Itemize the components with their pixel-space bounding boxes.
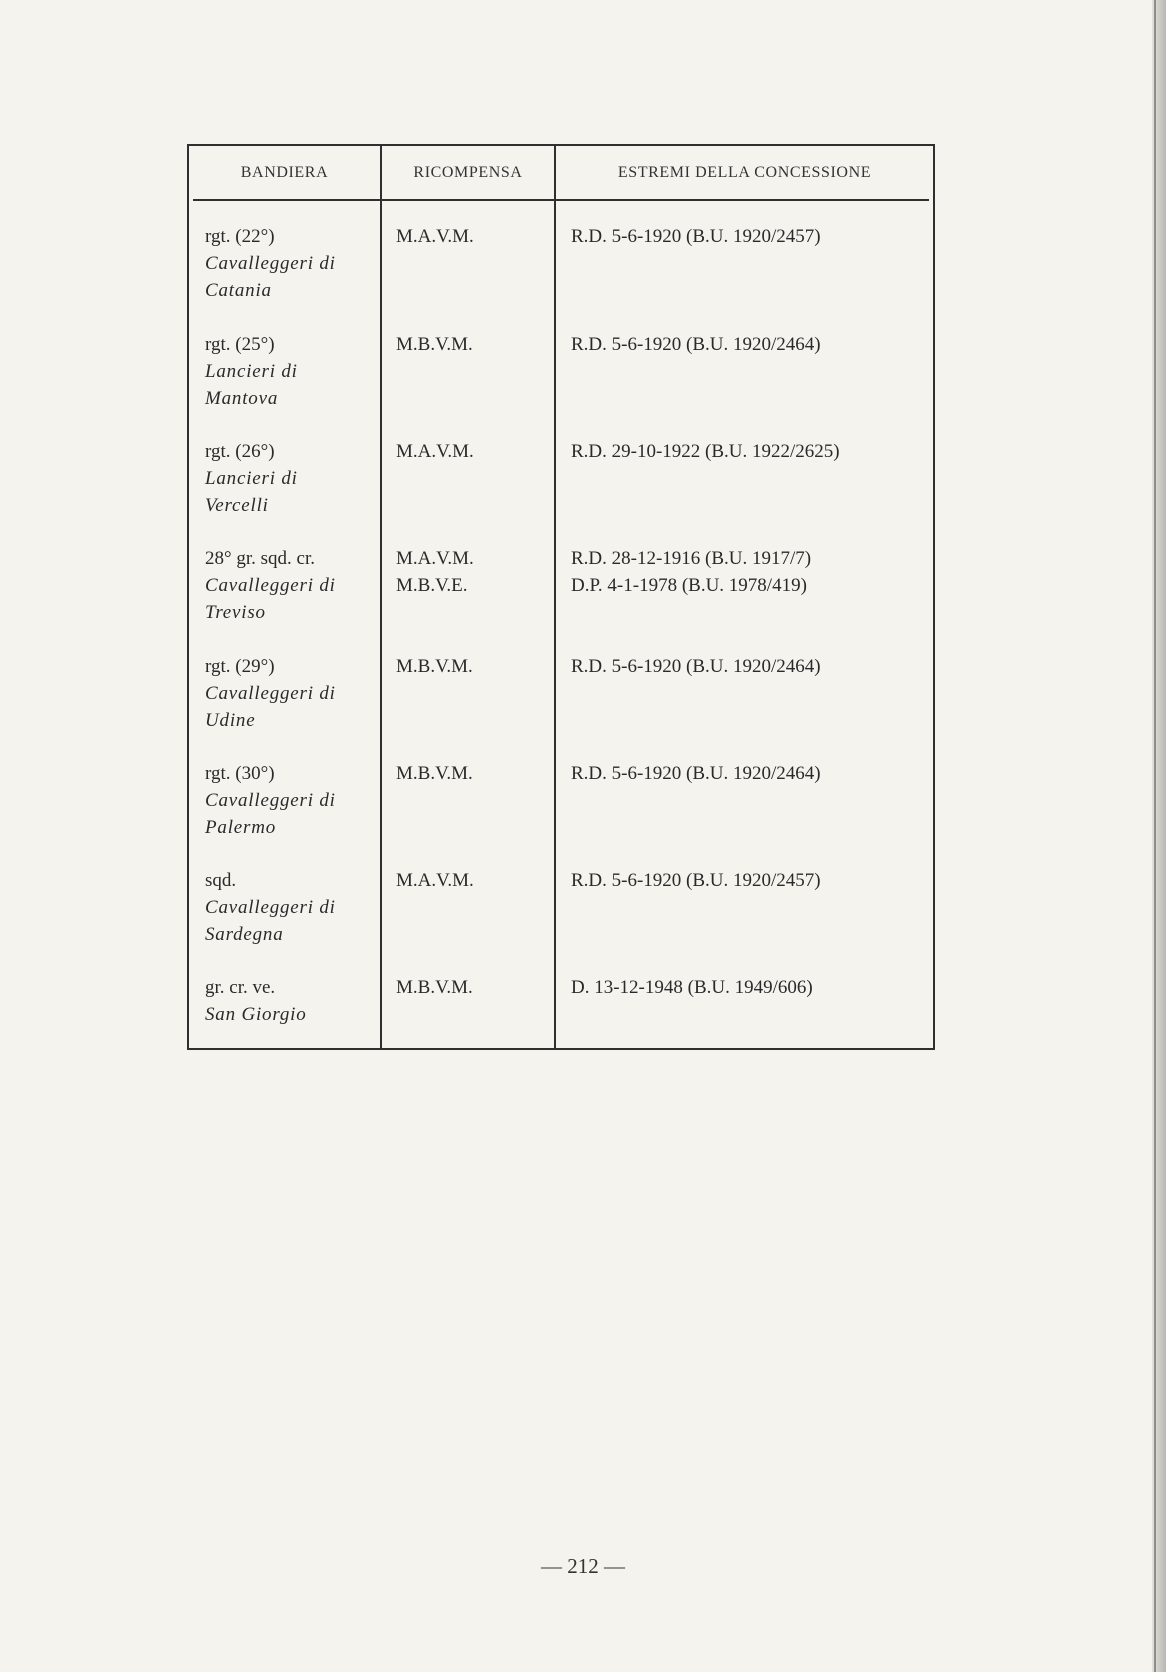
estremi-cell (571, 653, 927, 680)
decree: R.D. 5-6-1920 (B.U. 1920/2464) (571, 763, 821, 784)
bandiera-cell (205, 545, 377, 626)
bandiera-cell (205, 867, 377, 948)
bandiera-cell (205, 653, 377, 734)
decree: R.D. 5-6-1920 (B.U. 1920/2457) (571, 226, 821, 247)
decree: R.D. 5-6-1920 (B.U. 1920/2457) (571, 870, 821, 891)
ricompensa-cell (396, 653, 546, 680)
decree: R.D. 29-10-1922 (B.U. 1922/2625) (571, 441, 840, 462)
award: M.B.V.E. (396, 575, 468, 596)
bandiera-cell (205, 223, 377, 304)
awards-table (187, 144, 935, 1050)
bandiera-cell (205, 331, 377, 412)
unit-name: Udine (205, 710, 256, 731)
decree: R.D. 5-6-1920 (B.U. 1920/2464) (571, 334, 821, 355)
ricompensa-cell (396, 974, 546, 1001)
header-bandiera: BANDIERA (240, 164, 329, 181)
header-estremi: ESTREMI DELLA CONCESSIONE (617, 164, 872, 181)
unit-name: Cavalleggeri di (205, 575, 336, 596)
unit-label: rgt. (25°) (205, 334, 275, 355)
unit-name: Cavalleggeri di (205, 790, 336, 811)
column-divider (554, 146, 556, 1048)
estremi-cell (571, 223, 927, 250)
unit-name: Mantova (205, 388, 279, 409)
estremi-cell (571, 438, 927, 465)
award: M.A.V.M. (396, 548, 474, 569)
unit-name: Catania (205, 280, 272, 301)
award: M.A.V.M. (396, 870, 474, 891)
decree: D.P. 4-1-1978 (B.U. 1978/419) (571, 575, 807, 596)
decree: R.D. 28-12-1916 (B.U. 1917/7) (571, 548, 812, 569)
award: M.B.V.M. (396, 977, 473, 998)
ricompensa-cell (396, 331, 546, 358)
unit-label: rgt. (26°) (205, 441, 275, 462)
ricompensa-cell (396, 438, 546, 465)
bandiera-cell (205, 760, 377, 841)
unit-name: Palermo (205, 817, 277, 838)
header-rule (193, 199, 929, 201)
unit-name: Cavalleggeri di (205, 253, 336, 274)
unit-label: sqd. (205, 870, 237, 891)
award: M.B.V.M. (396, 656, 473, 677)
unit-name: Vercelli (205, 495, 269, 516)
estremi-cell (571, 331, 927, 358)
ricompensa-cell (396, 223, 546, 250)
unit-name: Lancieri di (205, 361, 298, 382)
bandiera-cell (205, 974, 377, 1028)
page-edge-line (1154, 0, 1156, 1672)
ricompensa-cell (396, 545, 546, 599)
unit-name: San Giorgio (205, 1004, 307, 1025)
unit-label: rgt. (22°) (205, 226, 275, 247)
unit-name: Cavalleggeri di (205, 897, 336, 918)
header-ricompensa: RICOMPENSA (413, 164, 523, 181)
unit-name: Sardegna (205, 924, 284, 945)
award: M.B.V.M. (396, 334, 473, 355)
decree: D. 13-12-1948 (B.U. 1949/606) (571, 977, 813, 998)
unit-label: gr. cr. ve. (205, 977, 276, 998)
estremi-cell (571, 974, 927, 1001)
estremi-cell (571, 760, 927, 787)
unit-name: Cavalleggeri di (205, 683, 336, 704)
unit-label: rgt. (29°) (205, 656, 275, 677)
unit-name: Treviso (205, 602, 266, 623)
bandiera-cell (205, 438, 377, 519)
decree: R.D. 5-6-1920 (B.U. 1920/2464) (571, 656, 821, 677)
ricompensa-cell (396, 867, 546, 894)
estremi-cell (571, 545, 927, 599)
column-divider (380, 146, 382, 1048)
ricompensa-cell (396, 760, 546, 787)
unit-name: Lancieri di (205, 468, 298, 489)
award: M.B.V.M. (396, 763, 473, 784)
unit-label: 28° gr. sqd. cr. (205, 548, 315, 569)
unit-label: rgt. (30°) (205, 763, 275, 784)
estremi-cell (571, 867, 927, 894)
page-number: — 212 — (541, 1554, 625, 1578)
award: M.A.V.M. (396, 226, 474, 247)
award: M.A.V.M. (396, 441, 474, 462)
